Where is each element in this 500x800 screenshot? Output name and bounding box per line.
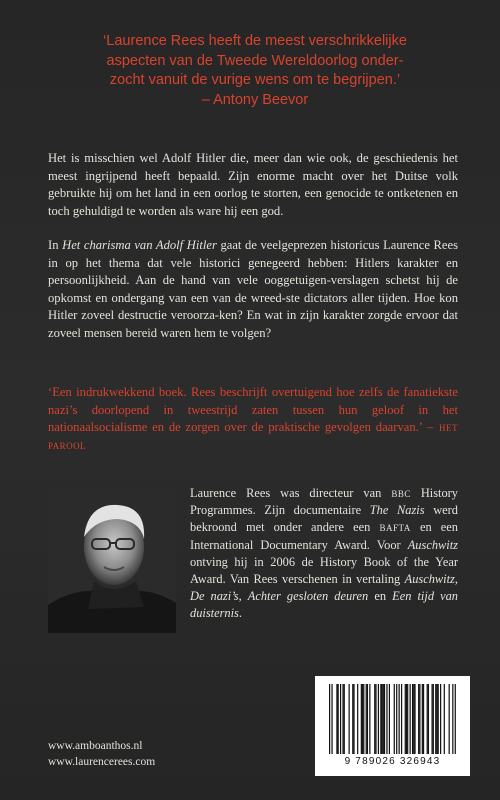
- author-url[interactable]: www.laurencerees.com: [48, 756, 156, 768]
- barcode-bar: [410, 684, 411, 754]
- p2-rest: gaat de veelgeprezen historicus Laurence Rees in op het thema dat vele historici genegeerd hebben: Hitlers karakter en persoonlijkheid. Aan de hand van vele ooggetuigen-verslagen schetst hij de opkomst en ondergang van een van de wreed-ste dictators aller tijden. Hoe kon Hitler zoveel destructie veroorza-ken? En wat in zijn karakter zorgde ervoor dat zoveel mensen bereid waren hem te volgen?: [48, 238, 458, 340]
- barcode-bar: [336, 684, 337, 754]
- website-links: [48, 738, 155, 770]
- barcode-bar: [413, 684, 414, 754]
- barcode-bar: [374, 684, 375, 754]
- review-text: ‘Een indrukwekkend boek. Rees beschrijft overtuigend hoe zelfs de fanatiekste nazi’s doorlopend in tweestrijd zaten tussen hun geloof in het nationaalsocialisme en de zorgen over de praktische gevolgen daarvan.’: [48, 385, 458, 434]
- bio-book-1: Auschwitz: [404, 572, 455, 587]
- barcode-bar: [436, 684, 437, 754]
- description-paragraph-1: Het is misschien wel Adolf Hitler die, meer dan wie ook, de geschiedenis het meest ingrijpend heeft bepaald. Zijn enorme macht over het Duitse volk gebruikte hij om het land in een oorlog te storten, een genocide te ontketenen en toch gehuldigd te worden als ware hij een god.: [48, 151, 458, 218]
- barcode-bar: [435, 684, 436, 754]
- barcode-bar: [438, 684, 439, 754]
- barcode-bar: [366, 684, 367, 754]
- bio-bafta: bafta: [379, 520, 411, 535]
- author-bio: [190, 485, 458, 623]
- barcode-bar: [352, 684, 353, 754]
- bio-sep-2: ,: [238, 589, 248, 604]
- barcode-bar: [363, 684, 364, 754]
- isbn-barcode: [315, 676, 470, 776]
- barcode-bar: [378, 684, 379, 754]
- barcode-bar: [422, 684, 423, 754]
- book-title: Het charisma van Adolf Hitler: [62, 238, 217, 252]
- barcode-bar: [419, 684, 420, 754]
- quote-line-2: aspecten van de Tweede Wereldoorlog onder-: [106, 52, 404, 69]
- barcode-bar: [361, 684, 362, 754]
- bio-book-4: Een tijd van duisternis: [190, 589, 458, 621]
- barcode-bar: [412, 684, 413, 754]
- bio-text-4: en een International Documentary Award. Voor: [190, 520, 458, 552]
- barcode-bar: [399, 684, 400, 754]
- barcode-bar: [338, 684, 339, 754]
- barcode-bar: [383, 684, 384, 754]
- bio-book-3: Achter gesloten deuren: [247, 589, 369, 604]
- bio-bbc: bbc: [391, 486, 411, 500]
- barcode-bar: [401, 684, 402, 754]
- barcode-bar: [396, 684, 397, 754]
- barcode-bar: [452, 684, 453, 754]
- barcode-bar: [427, 684, 428, 754]
- barcode-bar: [405, 684, 406, 754]
- description-paragraph-2: [48, 237, 458, 342]
- barcode-bar: [433, 684, 434, 754]
- bio-auschwitz-title: Auschwitz: [407, 537, 458, 552]
- bio-book-2: De nazi’s: [190, 589, 239, 604]
- quote-line-3: zocht vanuit de vurige wens om te begrijpen.’: [109, 72, 401, 88]
- barcode-bar: [362, 684, 363, 754]
- barcode-bar: [340, 684, 341, 754]
- bio-text-2: History Programmes. Zijn documentaire: [190, 486, 458, 518]
- bio-sep-3: en: [368, 589, 393, 604]
- bio-end: .: [238, 606, 242, 621]
- barcode-bar: [407, 684, 408, 754]
- isbn-number: 9 789026 326943: [344, 756, 441, 767]
- barcode-bar: [369, 684, 370, 754]
- barcode-bar: [449, 684, 450, 754]
- barcode-bar: [381, 684, 382, 754]
- barcode-bar: [406, 684, 407, 754]
- barcode-bar: [349, 684, 350, 754]
- bio-documentary-title: The Nazis: [369, 503, 425, 518]
- barcode-bar: [357, 684, 358, 754]
- barcode-bar: [329, 684, 330, 754]
- barcode-bar: [414, 684, 415, 754]
- barcode-bar: [386, 684, 387, 754]
- barcode-bar: [342, 684, 343, 754]
- barcode-bar: [367, 684, 368, 754]
- barcode-bar: [344, 684, 345, 754]
- barcode-bar: [431, 684, 432, 754]
- barcode-bar: [423, 684, 424, 754]
- author-photo: [48, 485, 176, 633]
- barcode-bar: [428, 684, 429, 754]
- barcode-bar: [375, 684, 376, 754]
- barcode-bar: [440, 684, 441, 754]
- barcode-bar: [455, 684, 456, 754]
- bio-text-3: werd bekroond met onder andere een: [190, 503, 459, 535]
- barcode-bar: [394, 684, 395, 754]
- review-source: – het parool: [48, 420, 458, 452]
- endorsement-quote: [60, 32, 450, 110]
- quote-line-1: ‘Laurence Rees heeft de meest verschrikkelijke: [103, 33, 407, 49]
- author-portrait-image: [48, 485, 176, 633]
- bio-sep-1: ,: [454, 572, 458, 587]
- barcode-bar: [331, 684, 332, 754]
- publisher-url[interactable]: www.amboanthos.nl: [48, 740, 143, 752]
- quote-author: – Antony Beevor: [201, 91, 309, 108]
- press-review: [48, 384, 458, 454]
- bio-text-5: ontving hij in 2006 de History Book of the Year Award. Van Rees verschenen in vertaling: [190, 554, 458, 587]
- p2-intro: In: [48, 238, 63, 252]
- bio-text-1: Laurence Rees was directeur van: [190, 486, 392, 500]
- barcode-bar: [418, 684, 419, 754]
- barcode-bar: [389, 684, 390, 754]
- barcode-bar: [384, 684, 385, 754]
- barcode-bar: [444, 684, 445, 754]
- barcode-bar: [380, 684, 381, 754]
- barcode-bar: [353, 684, 354, 754]
